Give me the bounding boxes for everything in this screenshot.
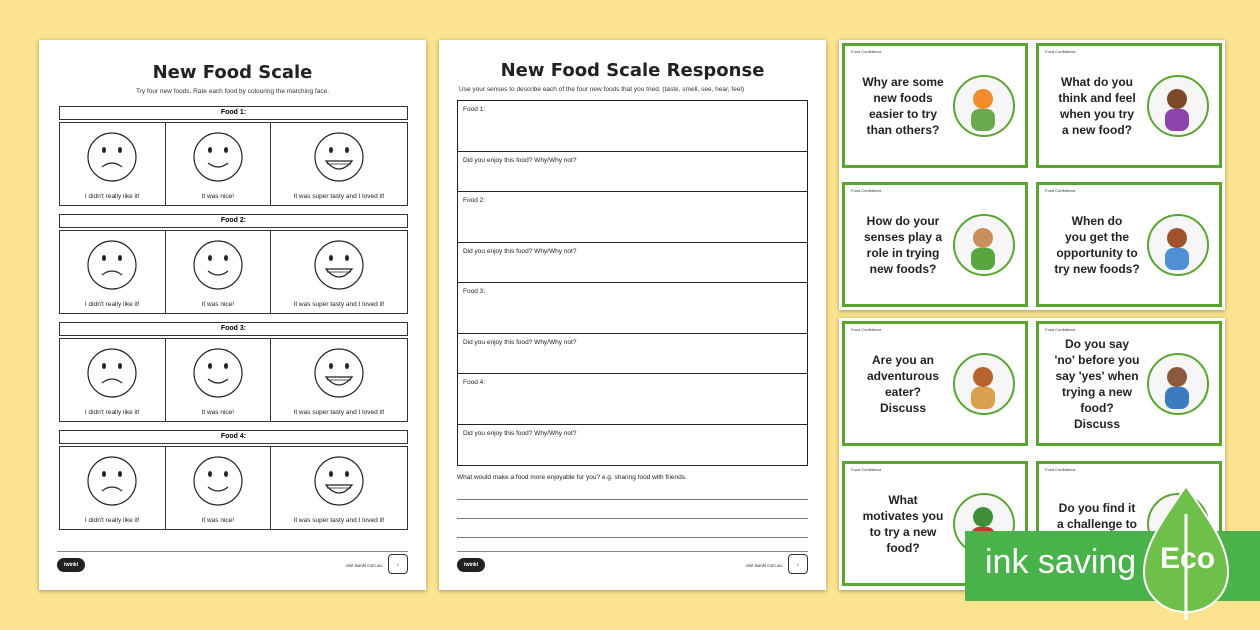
- face-caption: I didn't really like it!: [84, 409, 140, 416]
- face-option[interactable]: [166, 123, 272, 205]
- card-question: Why are some new foods easier to try than others?: [862, 74, 944, 137]
- footer-divider: [57, 551, 408, 552]
- card-tag: Food Confidence: [1045, 467, 1076, 472]
- face-row: [59, 230, 408, 314]
- footer-url: visit twinkl.com.au: [345, 563, 382, 568]
- face-caption: I didn't really like it!: [84, 301, 140, 308]
- food-heading: Food 3:: [59, 322, 408, 336]
- food-heading: Food 4:: [59, 430, 408, 444]
- food-rating-block: [59, 430, 408, 530]
- card-tag: Food Confidence: [1045, 49, 1076, 54]
- ink-saving-label: ink saving: [985, 543, 1137, 581]
- card-question: What motivates you to try a new food?: [862, 492, 944, 555]
- card-tag: Food Confidence: [851, 467, 882, 472]
- enjoy-response-field[interactable]: Did you enjoy this food? Why/Why not?: [458, 243, 807, 283]
- face-option[interactable]: [271, 231, 407, 313]
- face-caption: It was super tasty and I loved it!: [293, 193, 385, 200]
- thinking-person-picture: [1147, 75, 1209, 137]
- face-option[interactable]: [60, 231, 166, 313]
- face-row: [59, 122, 408, 206]
- food-rating-block: [59, 106, 408, 206]
- food-rating-block: [59, 214, 408, 314]
- food-heading: Food 1:: [59, 106, 408, 120]
- discussion-card: [842, 182, 1028, 307]
- face-caption: It was super tasty and I loved it!: [293, 409, 385, 416]
- quality-badge-icon: ✓: [388, 554, 408, 574]
- face-caption: I didn't really like it!: [84, 517, 140, 524]
- new-food-scale-sheet: [39, 40, 426, 590]
- face-option[interactable]: [166, 447, 272, 529]
- food-response-field[interactable]: Food 2:: [458, 192, 807, 243]
- sheet2-title: New Food Scale Response: [500, 60, 765, 81]
- face-option[interactable]: [60, 339, 166, 421]
- quality-badge-icon: ✓: [788, 554, 808, 574]
- food-response-field[interactable]: Food 1:: [458, 101, 807, 152]
- new-food-scale-response-sheet: [439, 40, 826, 590]
- face-row: [59, 446, 408, 530]
- refusing-man-picture: [1147, 353, 1209, 415]
- face-caption: It was nice!: [201, 409, 235, 416]
- writing-line: [457, 518, 808, 519]
- discussion-card: [1036, 182, 1222, 307]
- face-option[interactable]: [271, 339, 407, 421]
- sheet2-subtitle: Use your senses to describe each of the four new foods that you tried. (taste, smell, see, hear, feel): [459, 86, 745, 93]
- discussion-card: [842, 43, 1028, 168]
- discussion-card: [1036, 321, 1222, 446]
- footer-divider: [457, 551, 808, 552]
- twinkl-logo: twinkl: [457, 558, 485, 572]
- writing-line: [457, 499, 808, 500]
- card-tag: Food Confidence: [1045, 327, 1076, 332]
- twinkl-logo: twinkl: [57, 558, 85, 572]
- face-caption: It was super tasty and I loved it!: [293, 517, 385, 524]
- face-option[interactable]: [271, 447, 407, 529]
- discussion-card: [1036, 43, 1222, 168]
- footer-url: visit twinkl.com.au: [745, 563, 782, 568]
- food-heading: Food 2:: [59, 214, 408, 228]
- face-caption: It was nice!: [201, 517, 235, 524]
- writing-line: [457, 537, 808, 538]
- face-option[interactable]: [271, 123, 407, 205]
- eco-badge-label: Eco: [1160, 542, 1216, 575]
- sheet1-title: New Food Scale: [152, 62, 313, 83]
- response-table: [457, 100, 808, 466]
- dishes-picture: [953, 353, 1015, 415]
- food-rating-block: [59, 322, 408, 422]
- food-response-field[interactable]: Food 4:: [458, 374, 807, 425]
- enjoy-response-field[interactable]: Did you enjoy this food? Why/Why not?: [458, 152, 807, 192]
- sheet1-subtitle: Try four new foods. Rate each food by colouring the matching face.: [135, 88, 330, 95]
- face-option[interactable]: [166, 339, 272, 421]
- family-dining-picture: [1147, 214, 1209, 276]
- face-option[interactable]: [60, 123, 166, 205]
- face-caption: It was super tasty and I loved it!: [293, 301, 385, 308]
- food-response-field[interactable]: Food 3:: [458, 283, 807, 334]
- card-question: Do you find it a challenge to: [1056, 500, 1138, 531]
- card-tag: Food Confidence: [851, 188, 882, 193]
- card-question: Are you an adventurous eater? Discuss: [866, 352, 939, 415]
- card-tag: Food Confidence: [851, 49, 882, 54]
- papaya-picture: [953, 75, 1015, 137]
- face-option[interactable]: [60, 447, 166, 529]
- final-question: What would make a food more enjoyable for you? e.g. sharing food with friends.: [457, 474, 687, 481]
- enjoy-response-field[interactable]: Did you enjoy this food? Why/Why not?: [463, 430, 577, 437]
- face-caption: It was nice!: [201, 301, 235, 308]
- card-question: Do you say 'no' before you say 'yes' when trying a new food? Discuss: [1054, 336, 1140, 431]
- face-row: [59, 338, 408, 422]
- card-tag: Food Confidence: [1045, 188, 1076, 193]
- face-caption: It was nice!: [201, 193, 235, 200]
- card-question: When do you get the opportunity to try new foods?: [1054, 213, 1140, 276]
- enjoy-response-field[interactable]: Did you enjoy this food? Why/Why not?: [458, 334, 807, 374]
- card-tag: Food Confidence: [851, 327, 882, 332]
- face-caption: I didn't really like it!: [84, 193, 140, 200]
- card-question: What do you think and feel when you try a new food?: [1058, 74, 1136, 137]
- card-question: How do your senses play a role in trying new foods?: [863, 213, 943, 276]
- blindfolded-child-picture: [953, 214, 1015, 276]
- face-option[interactable]: [166, 231, 272, 313]
- discussion-card: [842, 321, 1028, 446]
